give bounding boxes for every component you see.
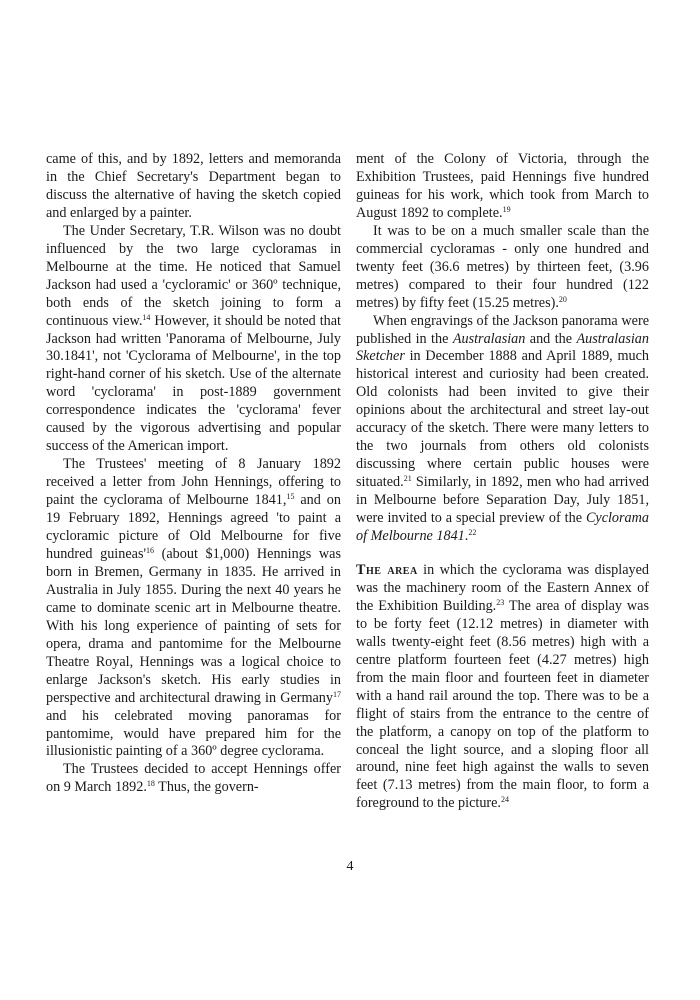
left-column bbox=[46, 151, 341, 797]
paragraph-right-1: ment of the Colony of Victoria, through the Exhibition Trustees, paid Hennings five hundred guineas for his work, which took from March to August 1892 to complete.$^{19}$ bbox=[356, 151, 649, 221]
footnote-ref-20[interactable]: 20 bbox=[558, 294, 567, 304]
work-title-cyclorama: Cyclorama of Melbourne 1841 bbox=[356, 510, 649, 545]
section-lead-in: The area bbox=[356, 561, 418, 578]
footnote-ref-15[interactable]: 15 bbox=[286, 492, 295, 502]
footnote-ref-17[interactable]: 17 bbox=[333, 689, 341, 699]
right-column bbox=[356, 151, 649, 813]
paragraph-left-2: The Under Secretary, T.R. Wilson was no doubt influenced by the two large cycloramas in Melbourne at the time. He noticed that Samuel Jackson had used a 'cycloramic' or 360º technique, both ends of the sketch joining to form a continuous view.$^{14}$ However, it should be noted that Jackson had written 'Panorama of Melbourne, July 30.1841', not 'Cyclorama of Melbourne', in the top right-hand corner of his sketch. Use of the alternate word 'cyclorama' in post-1889 government correspondence indicates the 'cyclorama' fever caused by the vigorous advertising and popular success of the American import. bbox=[46, 222, 341, 455]
footnote-ref-22[interactable]: 22 bbox=[468, 528, 477, 538]
footnote-ref-18[interactable]: 18 bbox=[146, 779, 155, 789]
paragraph-left-1: came of this, and by 1892, letters and memoranda in the Chief Secretary's Department began to discuss the alternative of having the sketch copied and enlarged by a painter. bbox=[46, 151, 341, 221]
footnote-ref-23[interactable]: 23 bbox=[496, 597, 505, 607]
journal-title-australasian-sketcher: Australasian Sketcher bbox=[356, 330, 649, 365]
page-number: 4 bbox=[346, 859, 354, 874]
footnote-ref-16[interactable]: 16 bbox=[146, 545, 155, 555]
footnote-ref-21[interactable]: 21 bbox=[403, 474, 412, 484]
footnote-ref-14[interactable]: 14 bbox=[142, 312, 151, 322]
paragraph-right-2: It was to be on a much smaller scale than the commercial cycloramas - only one hundred and twenty feet (36.6 metres) by thirteen feet, (3.96 metres) compared to their four hundred (122 metres) by fifty feet (15.25 metres).$^{20}$ bbox=[356, 222, 649, 311]
footnote-ref-19[interactable]: 19 bbox=[502, 204, 511, 214]
paragraph-left-3: The Trustees' meeting of 8 January 1892 received a letter from John Hennings, offering to paint the cyclorama of Melbourne 1841,15 and on 19 February 1892, Hennings agreed 'to paint a cycloramic picture of Old Melbourne for five hundred $guineas'^{16}$ (about $1,000) Hennings was born in Bremen, Germany in 1835. He arrived in Australia in July 1855. During the next 40 years he came to dominate scenic art in Melbourne theatre. With his long experience of painting of sets for opera, drama and pantomime for the Melbourne Theatre Royal, Hennings was a logical choice to enlarge Jackson's sketch. His early studies in perspective and architectural drawing in Germany$^{17}$ and his celebrated moving panoramas for pantomime, would have prepared him for the illusionistic painting of a 360º degree cyclorama. bbox=[46, 456, 341, 760]
paragraph-right-3: When engravings of the Jackson panorama were published in the Australasian and the Australasian Sketcher in December 1888 and April 1889, much historical interest and curiosity had been created. Old colonists had been invited to give their opinions about the architectural and street lay-out accuracy of the sketch. There were many letters to the two journals from others old colonists discussing where certain public houses were situated.$^{21}$ Similarly, in 1892, men who had arrived in Melbourne before Separation Day, July 1851, were invited to a special preview of the Cyclorama of Melbourne 1841.22 bbox=[356, 312, 649, 545]
paragraph-left-4: The Trustees decided to accept Hennings offer on 9 March 1892.18 Thus, the govern- bbox=[46, 761, 341, 796]
journal-title-australasian: Australasian bbox=[452, 330, 526, 347]
paragraph-right-4: The area in which the cyclorama was displayed was the machinery room of the Eastern Annex of the Exhibition Building.$^{23}$ The area of display was to be forty feet (12.12 metres) in diameter with walls twenty-eight feet (8.56 metres) high with a centre platform fourteen feet (4.27 metres) high from the main floor and fourteen feet in diameter with a hand rail around the top. There was to be a flight of stairs from the entrance to the centre of the platform, a canopy on top of the platform to conceal the light source, and a sloping floor all around, nine feet high against the walls to seven feet (7.13 metres) from the main floor, to form a foreground to the picture.$^{24}$ bbox=[356, 561, 649, 812]
footnote-ref-24[interactable]: 24 bbox=[500, 795, 509, 805]
